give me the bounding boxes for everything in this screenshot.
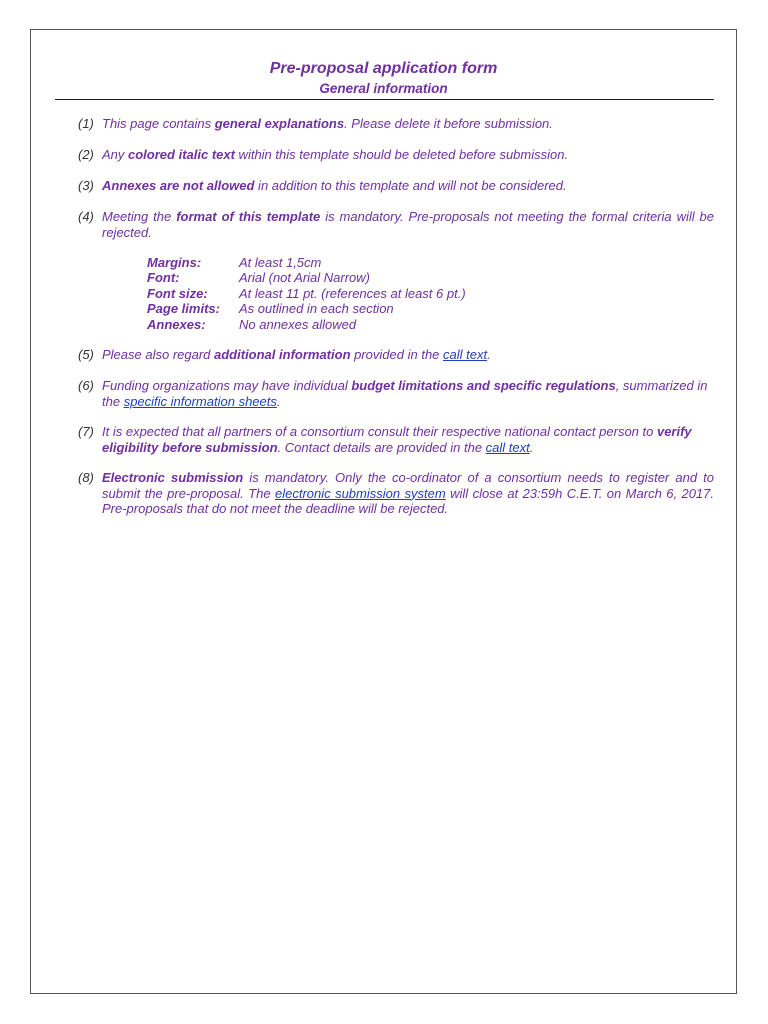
body-text: . Please delete it before submission. xyxy=(344,116,553,131)
item-number: (3) xyxy=(78,178,94,193)
emphasis-text: verify eligibility before submission xyxy=(102,424,692,455)
inline-link[interactable]: specific information sheets xyxy=(123,393,277,409)
format-row xyxy=(147,301,466,316)
body-text: Funding organizations may have individual xyxy=(102,378,352,393)
format-value: As outlined in each section xyxy=(239,301,394,317)
item-number: (1) xyxy=(78,116,94,131)
item-number: (5) xyxy=(78,347,94,362)
format-row xyxy=(147,286,466,301)
item-text xyxy=(102,347,714,363)
body-text: , summarized in the xyxy=(102,378,708,409)
item-text xyxy=(102,209,714,240)
item-text xyxy=(102,424,714,455)
format-row xyxy=(147,317,466,332)
body-text: Please also regard xyxy=(102,347,215,362)
format-key: Font size: xyxy=(147,285,208,301)
page-title: Pre-proposal application form xyxy=(269,60,498,77)
body-text: . xyxy=(529,439,534,455)
body-text: This page contains xyxy=(102,116,215,131)
list-item xyxy=(78,347,714,363)
title-divider xyxy=(55,99,714,100)
body-text: will close at 23:59h C.E.T. on March 6, 2017. Pre-proposals that do not meet the deadline will be rejected. xyxy=(102,485,715,516)
list-item xyxy=(78,116,714,132)
format-value: At least 11 pt. (references at least 6 pt.) xyxy=(239,285,466,301)
format-value: Arial (not Arial Narrow) xyxy=(239,270,370,286)
emphasis-text: additional information xyxy=(214,347,351,362)
document-page xyxy=(30,29,737,994)
format-key: Annexes: xyxy=(147,316,206,332)
inline-link[interactable]: electronic submission system xyxy=(275,485,446,501)
inline-link[interactable]: call text xyxy=(485,439,530,455)
item-number: (6) xyxy=(78,378,94,393)
item-text xyxy=(102,470,714,517)
body-text: . xyxy=(487,347,491,362)
item-number: (2) xyxy=(78,147,94,162)
item-text xyxy=(102,147,714,163)
item-text xyxy=(102,178,714,194)
emphasis-text: Electronic submission xyxy=(102,470,244,485)
body-text: is mandatory. Pre-proposals not meeting the formal criteria will be rejected. xyxy=(102,209,715,240)
inline-link[interactable]: call text xyxy=(443,347,488,362)
item-text xyxy=(102,378,714,409)
item-text xyxy=(102,116,714,132)
format-key: Font: xyxy=(147,270,180,286)
format-value: At least 1,5cm xyxy=(239,255,322,270)
body-text: within this template should be deleted before submission. xyxy=(234,147,569,162)
body-text: It is expected that all partners of a consortium consult their respective national contact person to xyxy=(102,424,657,439)
list-item xyxy=(78,147,714,163)
page-subtitle: General information xyxy=(319,81,448,96)
format-requirements-list xyxy=(147,255,466,332)
emphasis-text: colored italic text xyxy=(128,147,235,162)
format-key: Margins: xyxy=(147,255,202,270)
format-row xyxy=(147,270,466,285)
item-number: (8) xyxy=(78,470,94,485)
emphasis-text: general explanations xyxy=(214,116,345,131)
format-row xyxy=(147,255,466,270)
item-number: (7) xyxy=(78,424,94,439)
list-item xyxy=(78,209,714,240)
list-item xyxy=(78,178,714,194)
body-text: . Contact details are provided in the xyxy=(277,439,486,455)
list-item xyxy=(78,424,714,455)
body-text: provided in the xyxy=(350,347,444,362)
body-text: in addition to this template and will not be considered. xyxy=(254,178,567,193)
body-text: is mandatory. Only the co-ordinator of a consortium needs to register and to submit the pre-proposal. The xyxy=(102,470,714,501)
body-text: Meeting the xyxy=(102,209,177,224)
item-number: (4) xyxy=(78,209,94,224)
format-key: Page limits: xyxy=(147,301,220,317)
body-text: . xyxy=(276,393,281,409)
emphasis-text: Annexes are not allowed xyxy=(102,178,255,193)
emphasis-text: format of this template xyxy=(176,209,321,224)
body-text: Any xyxy=(102,147,129,162)
list-item xyxy=(78,470,714,517)
emphasis-text: budget limitations and specific regulations xyxy=(351,378,616,393)
list-item xyxy=(78,378,714,409)
format-value: No annexes allowed xyxy=(239,316,357,332)
